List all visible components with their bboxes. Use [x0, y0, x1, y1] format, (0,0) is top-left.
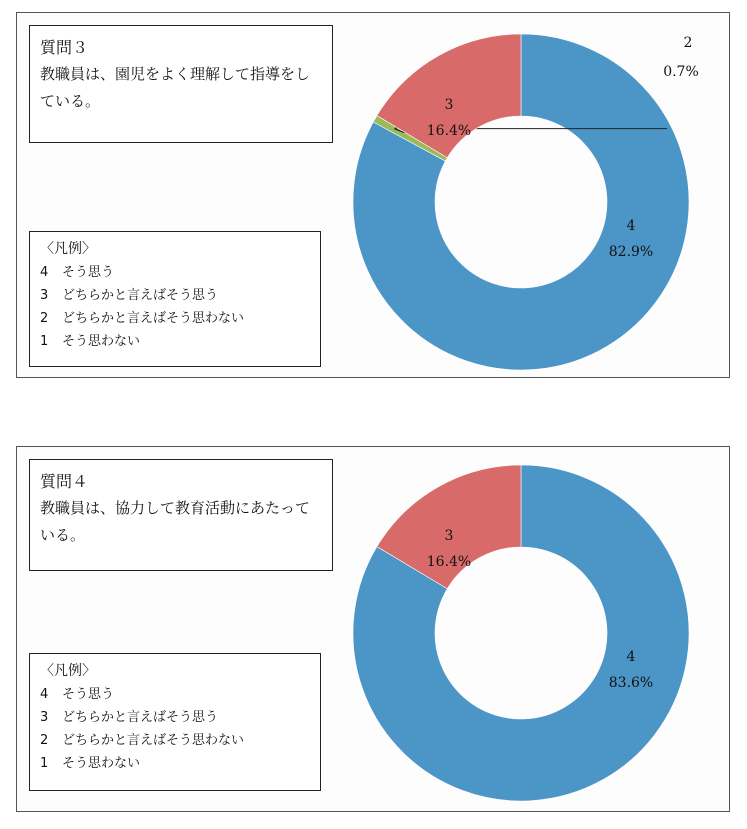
- slice-category-label: 2: [683, 35, 693, 51]
- donut-chart-q4: [17, 447, 731, 813]
- slice-value-label: 0.7%: [663, 64, 699, 80]
- legend-text: どちらかと言えばそう思わない: [62, 733, 245, 748]
- legend-num: 2: [40, 733, 49, 748]
- legend-text: そう思わない: [62, 334, 141, 349]
- donut-chart-q3: [17, 13, 731, 379]
- slice-category-label: 4: [626, 649, 636, 665]
- legend-text: どちらかと言えばそう思わない: [62, 311, 245, 326]
- legend-title: 〈凡例〉: [40, 663, 96, 679]
- legend-num: 2: [40, 311, 49, 326]
- legend-num: 4: [40, 687, 49, 702]
- legend-text: そう思う: [62, 265, 115, 280]
- slice-category-label: 4: [626, 218, 636, 234]
- slice-value-label: 82.9%: [608, 244, 654, 260]
- legend-text: どちらかと言えばそう思う: [62, 710, 219, 725]
- chart-panel-q3: [16, 12, 730, 378]
- slice-value-label: 16.4%: [426, 123, 472, 139]
- slice-category-label: 3: [444, 528, 454, 544]
- slice-value-label: 83.6%: [608, 675, 654, 691]
- legend-title: 〈凡例〉: [40, 241, 96, 257]
- question-text-line1: 教職員は、園児をよく理解して指導をし: [40, 65, 311, 83]
- question-label: 質問３: [40, 38, 89, 57]
- legend-num: 3: [40, 288, 49, 303]
- slice-value-label: 16.4%: [426, 554, 472, 570]
- question-text-line2: ている。: [40, 92, 101, 110]
- legend-num: 1: [40, 334, 49, 349]
- slice-category-label: 3: [444, 97, 454, 113]
- question-label: 質問４: [40, 472, 89, 491]
- question-text-line2: いる。: [40, 526, 86, 544]
- legend-text: どちらかと言えばそう思う: [62, 288, 219, 303]
- legend-text: そう思わない: [62, 756, 141, 771]
- legend-num: 3: [40, 710, 49, 725]
- question-text-line1: 教職員は、協力して教育活動にあたって: [40, 499, 311, 517]
- legend-num: 1: [40, 756, 49, 771]
- legend-num: 4: [40, 265, 49, 280]
- legend-text: そう思う: [62, 687, 115, 702]
- chart-panel-q4: [16, 446, 730, 812]
